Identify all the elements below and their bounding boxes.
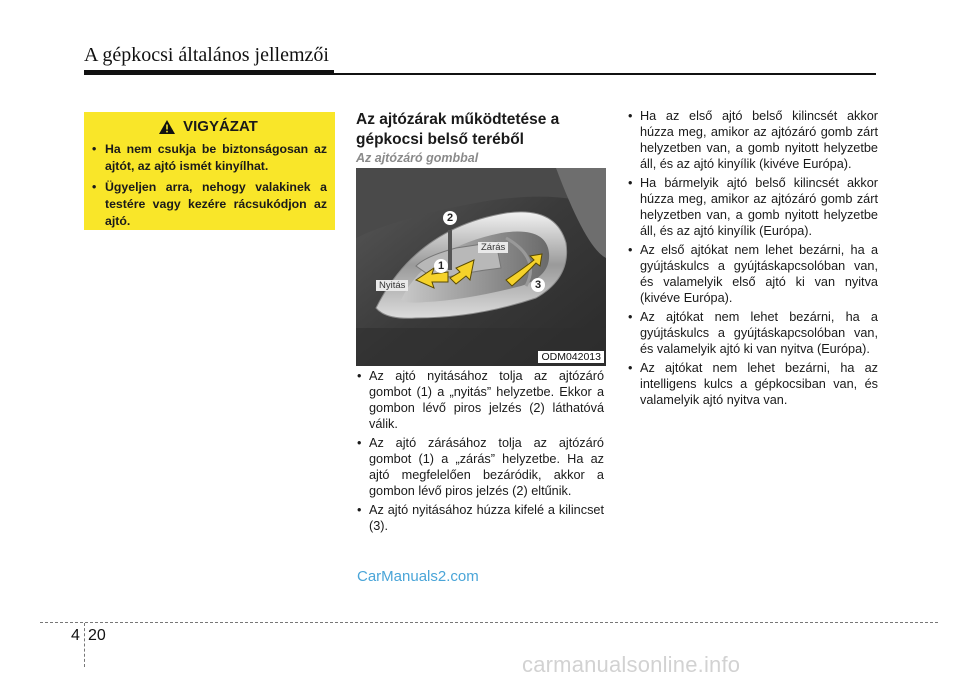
callout-1: 1 — [434, 259, 448, 273]
section-subtitle: Az ajtózáró gombbal — [356, 151, 479, 165]
chapter-number: 4 — [71, 627, 80, 644]
header-rule-thin — [334, 73, 876, 75]
right-column — [627, 108, 878, 411]
list-item: • Az ajtó zárásához tolja az ajtózáró gombot (1) a „zárás” helyzetbe. Ha az ajtó megfelelően bezáródik, akkor a gombon lévő piros jelzés (2) eltűnik. — [356, 435, 604, 499]
page-header-title: A gépkocsi általános jellemzői — [84, 44, 329, 66]
warning-item: • Ha nem csukja be biztonságosan az ajtót, az ajtó ismét kinyílhat. — [90, 141, 327, 175]
warning-item: • Ügyeljen arra, nehogy valakinek a testére vagy kezére rácsukódjon az ajtó. — [90, 179, 327, 230]
label-lock: Zárás — [478, 242, 508, 253]
footer-page-divider — [84, 623, 85, 667]
warning-list — [90, 141, 327, 230]
header-rule-thick — [84, 70, 334, 75]
list-item: • Az ajtó nyitásához tolja az ajtózáró gombot (1) a „nyitás” helyzetbe. Ekkor a gombon lévő piros jelzés (2) láthatóvá válik. — [356, 368, 604, 432]
right-bullet-list — [627, 108, 878, 408]
footer-watermark: carmanualsonline.info — [522, 652, 741, 677]
watermark-link[interactable]: CarManuals2.com — [357, 568, 479, 585]
door-lock-figure — [356, 168, 606, 366]
list-item: • Az ajtókat nem lehet bezárni, ha az intelligens kulcs a gépkocsiban van, és valamelyik ajtó nyitva van. — [627, 360, 878, 408]
page-number: 20 — [88, 627, 106, 644]
list-item: • Az első ajtókat nem lehet bezárni, ha a gyújtáskulcs a gyújtáskapcsolóban van, és valamelyik első ajtó ki van nyitva (kivéve Európa). — [627, 242, 878, 306]
list-item: • Az ajtókat nem lehet bezárni, ha a gyújtáskulcs a gyújtáskapcsolóban van, és valamelyik ajtó ki van nyitva (Európa). — [627, 309, 878, 357]
warning-icon — [159, 120, 175, 134]
door-handle-illustration — [356, 168, 606, 366]
label-open: Nyitás — [376, 280, 408, 291]
section-title: Az ajtózárak működtetése a gépkocsi belső teréből — [356, 111, 560, 148]
figure-code: ODM042013 — [538, 351, 604, 363]
warning-box — [84, 112, 335, 230]
list-item: • Az ajtó nyitásához húzza kifelé a kilincset (3). — [356, 502, 604, 534]
list-item: • Ha bármelyik ajtó belső kilincsét akkor húzza meg, amikor az ajtózáró gomb zárt helyzetben van, a gomb nyitott helyzetbe áll, és az ajtó kinyílik (Európa). — [627, 175, 878, 239]
middle-bullet-list — [356, 368, 604, 534]
callout-3: 3 — [531, 278, 545, 292]
footer-divider — [40, 622, 938, 623]
warning-title: VIGYÁZAT — [183, 118, 258, 135]
callout-2: 2 — [443, 211, 457, 225]
list-item: • Ha az első ajtó belső kilincsét akkor húzza meg, amikor az ajtózáró gomb zárt helyzetben van, a gomb nyitott helyzetbe áll, és az ajtó kinyílik (kivéve Európa). — [627, 108, 878, 172]
warning-header — [90, 118, 327, 135]
middle-column — [356, 368, 604, 537]
